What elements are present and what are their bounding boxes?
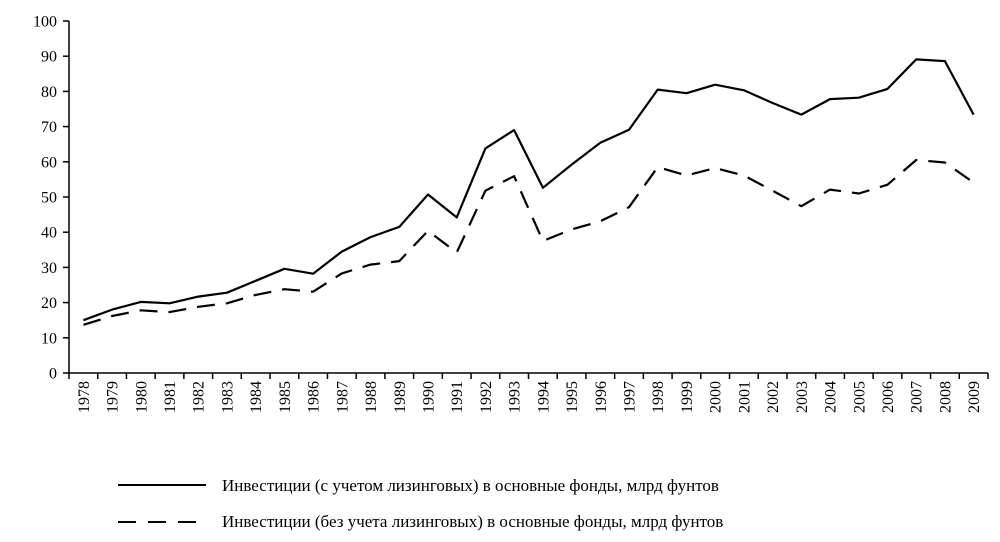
y-tick-label: 60 bbox=[41, 154, 57, 172]
legend-solid-line-swatch bbox=[118, 484, 206, 488]
legend-item-leasing-included bbox=[118, 474, 719, 498]
legend-dashed-line-swatch bbox=[118, 521, 206, 523]
x-tick-label: 1988 bbox=[363, 381, 381, 413]
x-tick-label: 1995 bbox=[564, 381, 582, 413]
x-tick-label: 2003 bbox=[793, 381, 811, 413]
x-tick-label: 1980 bbox=[133, 381, 151, 413]
x-tick-label: 2001 bbox=[736, 381, 754, 413]
x-tick-label: 2002 bbox=[765, 381, 783, 413]
x-tick-label: 1998 bbox=[650, 381, 668, 413]
x-tick-label: 2009 bbox=[966, 381, 984, 413]
legend-label-leasing-excluded: Инвестиции (без учета лизинговых) в основные фонды, млрд фунтов bbox=[222, 512, 724, 531]
x-tick-label: 1983 bbox=[219, 381, 237, 413]
x-tick-label: 1982 bbox=[190, 381, 208, 413]
x-tick-label: 1990 bbox=[420, 381, 438, 413]
x-tick-label: 2004 bbox=[822, 381, 840, 413]
x-tick-label: 1986 bbox=[305, 381, 323, 413]
x-tick-label: 1991 bbox=[449, 381, 467, 413]
x-tick-label: 1997 bbox=[621, 381, 639, 413]
series-line-leasing-excluded bbox=[83, 160, 973, 325]
x-axis bbox=[69, 373, 988, 413]
y-tick-label: 30 bbox=[41, 259, 57, 277]
series-layer bbox=[83, 59, 973, 324]
x-tick-label: 1981 bbox=[162, 381, 180, 413]
y-tick-label: 10 bbox=[41, 330, 57, 348]
x-tick-label: 1994 bbox=[535, 381, 553, 413]
x-tick-label: 1979 bbox=[104, 381, 122, 413]
legend-item-leasing-excluded bbox=[118, 510, 723, 534]
y-tick-label: 100 bbox=[33, 13, 57, 31]
x-tick-label: 2000 bbox=[707, 381, 725, 413]
y-tick-label: 40 bbox=[41, 224, 57, 242]
y-tick-label: 80 bbox=[41, 83, 57, 101]
x-tick-label: 1984 bbox=[248, 381, 266, 413]
series-line-leasing-included bbox=[83, 59, 973, 320]
y-tick-label: 70 bbox=[41, 119, 57, 137]
x-tick-label: 2008 bbox=[937, 381, 955, 413]
y-tick-label: 0 bbox=[49, 365, 57, 383]
x-tick-label: 1993 bbox=[506, 381, 524, 413]
legend-label-leasing-included: Инвестиции (с учетом лизинговых) в основные фонды, млрд фунтов bbox=[222, 476, 719, 495]
x-tick-label: 1992 bbox=[477, 381, 495, 413]
y-axis bbox=[33, 14, 69, 383]
y-tick-label: 90 bbox=[41, 48, 57, 66]
legend bbox=[0, 460, 1000, 542]
y-tick-label: 20 bbox=[41, 295, 57, 313]
x-tick-label: 1996 bbox=[592, 381, 610, 413]
x-tick-label: 1999 bbox=[678, 381, 696, 413]
x-tick-label: 1989 bbox=[391, 381, 409, 413]
x-tick-label: 1985 bbox=[276, 381, 294, 413]
x-tick-label: 2007 bbox=[908, 381, 926, 413]
x-tick-label: 1987 bbox=[334, 381, 352, 413]
y-tick-label: 50 bbox=[41, 189, 57, 207]
x-tick-label: 1978 bbox=[75, 381, 93, 413]
x-tick-label: 2006 bbox=[879, 381, 897, 413]
x-tick-label: 2005 bbox=[851, 381, 869, 413]
